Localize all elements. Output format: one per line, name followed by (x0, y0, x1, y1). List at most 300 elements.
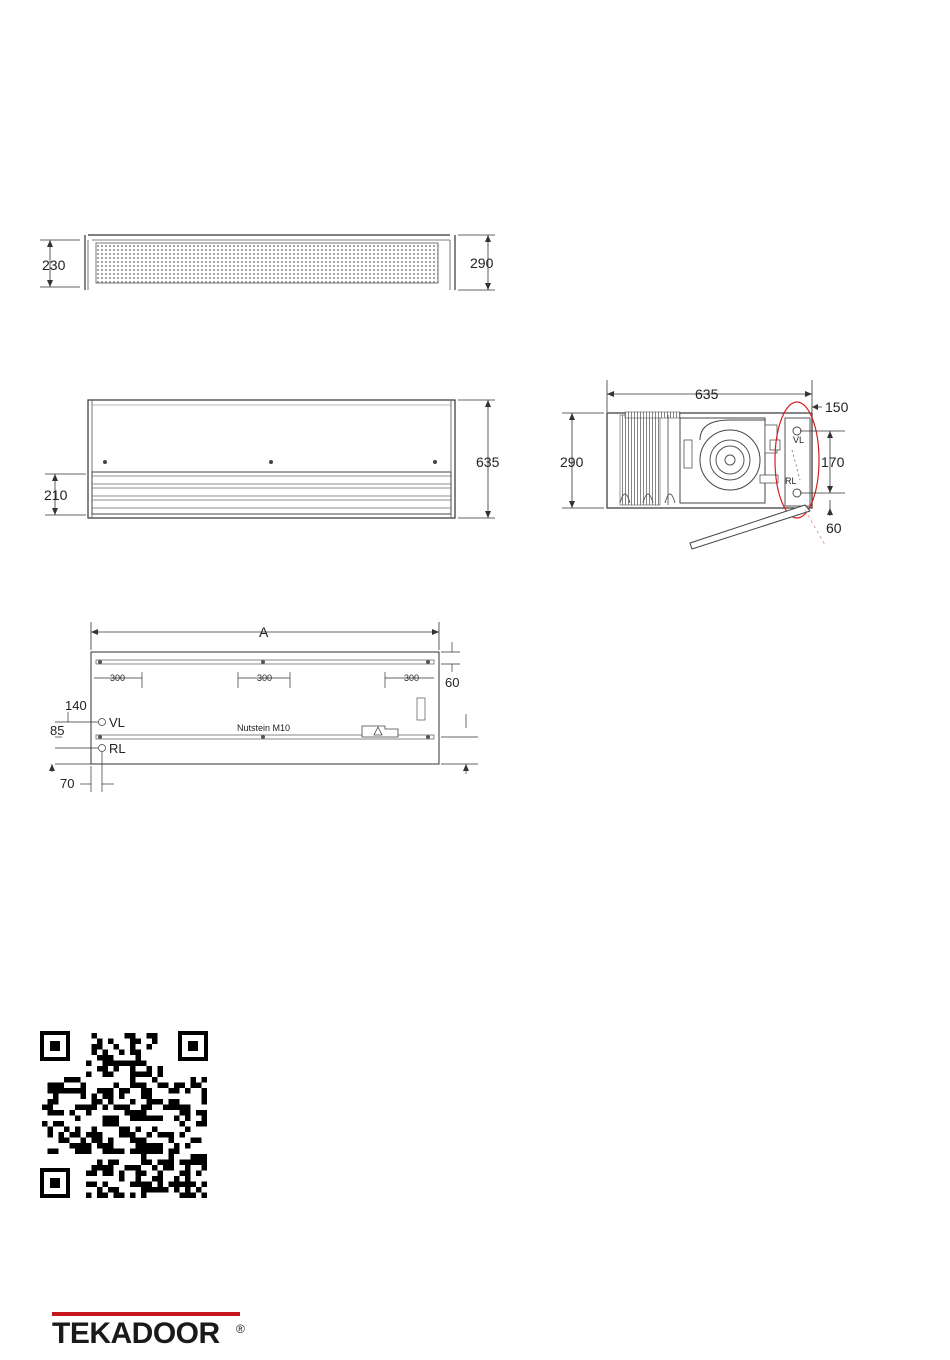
front-louvers (92, 472, 451, 514)
qr-module (97, 1044, 103, 1050)
qr-module (141, 1116, 147, 1122)
qr-module (59, 1138, 65, 1144)
qr-module (202, 1121, 208, 1127)
qr-module (114, 1160, 120, 1166)
qr-module (158, 1171, 164, 1177)
qr-module (125, 1088, 131, 1094)
qr-module (158, 1176, 164, 1182)
qr-module (42, 1121, 48, 1127)
qr-module (48, 1110, 54, 1116)
qr-module (185, 1165, 191, 1171)
qr-module (136, 1138, 142, 1144)
qr-module (136, 1072, 142, 1078)
qr-module (125, 1127, 131, 1133)
qr-module (86, 1061, 92, 1067)
qr-module (169, 1182, 175, 1188)
qr-module (70, 1132, 76, 1138)
qr-module (114, 1121, 120, 1127)
qr-module (48, 1105, 54, 1111)
qr-module (53, 1149, 59, 1155)
qr-module (108, 1143, 114, 1149)
qr-module (97, 1099, 103, 1105)
qr-module (108, 1061, 114, 1067)
qr-module (103, 1193, 109, 1199)
qr-module (202, 1110, 208, 1116)
qr-module (191, 1083, 197, 1089)
qr-module (114, 1044, 120, 1050)
qr-module (86, 1072, 92, 1078)
qr-module (141, 1088, 147, 1094)
qr-module (125, 1110, 131, 1116)
qr-module (136, 1061, 142, 1067)
qr-module (152, 1127, 158, 1133)
qr-module (92, 1127, 98, 1133)
qr-module (158, 1132, 164, 1138)
tekadoor-logo (52, 1312, 252, 1352)
qr-module (92, 1094, 98, 1100)
qr-module (86, 1171, 92, 1177)
qr-module (130, 1072, 136, 1078)
qr-module (174, 1116, 180, 1122)
qr-module (103, 1050, 109, 1056)
qr-module (185, 1176, 191, 1182)
qr-module (103, 1165, 109, 1171)
qr-module (108, 1165, 114, 1171)
qr-module (108, 1187, 114, 1193)
qr-module (185, 1182, 191, 1188)
qr-module (103, 1061, 109, 1067)
qr-module (147, 1160, 153, 1166)
qr-module (81, 1149, 87, 1155)
qr-module (141, 1110, 147, 1116)
qr-module (130, 1193, 136, 1199)
qr-module (92, 1105, 98, 1111)
qr-module (92, 1044, 98, 1050)
qr-module (130, 1132, 136, 1138)
qr-module (158, 1143, 164, 1149)
qr-module (196, 1110, 202, 1116)
qr-module (92, 1099, 98, 1105)
qr-module (125, 1132, 131, 1138)
qr-module (158, 1160, 164, 1166)
qr-module (97, 1055, 103, 1061)
qr-module (141, 1143, 147, 1149)
qr-module (152, 1116, 158, 1122)
qr-module (141, 1187, 147, 1193)
qr-module (152, 1143, 158, 1149)
qr-module (108, 1171, 114, 1177)
qr-module (141, 1193, 147, 1199)
qr-module (136, 1050, 142, 1056)
qr-module (86, 1132, 92, 1138)
qr-module (125, 1033, 131, 1039)
qr-module (202, 1116, 208, 1122)
qr-module (174, 1176, 180, 1182)
mounting-view-label-supply: VL (109, 715, 125, 730)
qr-module (97, 1132, 103, 1138)
qr-module (108, 1138, 114, 1144)
qr-module (86, 1149, 92, 1155)
qr-module (158, 1187, 164, 1193)
qr-module (163, 1160, 169, 1166)
qr-module (97, 1138, 103, 1144)
qr-module (185, 1171, 191, 1177)
qr-module (86, 1143, 92, 1149)
qr-module (81, 1143, 87, 1149)
qr-module (97, 1088, 103, 1094)
qr-module (114, 1193, 120, 1199)
qr-module (81, 1088, 87, 1094)
qr-module (169, 1149, 175, 1155)
heat-exchanger-fins (620, 415, 660, 505)
qr-module (202, 1099, 208, 1105)
side-view-label-supply: VL (793, 435, 805, 445)
qr-module (97, 1165, 103, 1171)
qr-module (180, 1110, 186, 1116)
qr-module (119, 1176, 125, 1182)
mounting-view-dim-spacing-2: 300 (257, 673, 273, 683)
qr-module (75, 1105, 81, 1111)
qr-module (125, 1165, 131, 1171)
qr-module (97, 1039, 103, 1045)
mounting-view-label-return: RL (109, 741, 126, 756)
qr-module (202, 1154, 208, 1160)
mounting-view (49, 622, 478, 792)
qr-module (174, 1099, 180, 1105)
qr-module (141, 1072, 147, 1078)
qr-module (136, 1083, 142, 1089)
qr-module (75, 1149, 81, 1155)
qr-module (185, 1105, 191, 1111)
qr-module (92, 1165, 98, 1171)
qr-module (158, 1066, 164, 1072)
qr-module (59, 1083, 65, 1089)
qr-module (130, 1110, 136, 1116)
top-view-dim-right: 290 (470, 255, 494, 271)
qr-module (147, 1066, 153, 1072)
qr-module (152, 1099, 158, 1105)
qr-module (119, 1061, 125, 1067)
qr-module (119, 1127, 125, 1133)
qr-module (196, 1187, 202, 1193)
qr-module (53, 1099, 59, 1105)
qr-module (163, 1132, 169, 1138)
qr-module (103, 1182, 109, 1188)
qr-module (152, 1033, 158, 1039)
qr-module (130, 1044, 136, 1050)
qr-module (136, 1149, 142, 1155)
qr-module (86, 1193, 92, 1199)
qr-module (114, 1187, 120, 1193)
qr-module (169, 1132, 175, 1138)
qr-module (119, 1105, 125, 1111)
qr-module (169, 1165, 175, 1171)
qr-module (180, 1182, 186, 1188)
qr-module (141, 1138, 147, 1144)
qr-module (136, 1110, 142, 1116)
qr-module (103, 1116, 109, 1122)
qr-module (136, 1176, 142, 1182)
qr-module (158, 1099, 164, 1105)
qr-module (147, 1072, 153, 1078)
qr-module (174, 1149, 180, 1155)
qr-module (59, 1088, 65, 1094)
qr-module (158, 1182, 164, 1188)
qr-module (136, 1165, 142, 1171)
qr-module (48, 1083, 54, 1089)
qr-module (174, 1088, 180, 1094)
qr-module (141, 1083, 147, 1089)
qr-module (103, 1066, 109, 1072)
qr-module (86, 1105, 92, 1111)
qr-module (174, 1105, 180, 1111)
qr-module (147, 1182, 153, 1188)
qr-module (114, 1066, 120, 1072)
qr-module (185, 1193, 191, 1199)
qr-module (81, 1105, 87, 1111)
qr-module (147, 1149, 153, 1155)
qr-module (141, 1061, 147, 1067)
qr-module (108, 1121, 114, 1127)
qr-module (158, 1149, 164, 1155)
qr-module (191, 1154, 197, 1160)
front-view-dim-grille: 210 (44, 487, 68, 503)
qr-module (97, 1160, 103, 1166)
qr-module (147, 1187, 153, 1193)
qr-module (119, 1193, 125, 1199)
qr-module (169, 1105, 175, 1111)
qr-module (158, 1083, 164, 1089)
qr-module (136, 1127, 142, 1133)
qr-module (108, 1088, 114, 1094)
outlet-flap (690, 505, 810, 549)
qr-module (92, 1138, 98, 1144)
qr-module (75, 1127, 81, 1133)
qr-code (40, 1030, 207, 1198)
front-view (45, 400, 495, 518)
qr-module (75, 1143, 81, 1149)
qr-module (103, 1149, 109, 1155)
side-view-dim-bottom: 60 (826, 520, 842, 536)
qr-module (136, 1143, 142, 1149)
logo-text: TEKADOOR (52, 1317, 220, 1350)
qr-module (108, 1094, 114, 1100)
qr-module (180, 1171, 186, 1177)
qr-module (92, 1050, 98, 1056)
qr-module (191, 1182, 197, 1188)
qr-module (174, 1083, 180, 1089)
qr-module (59, 1132, 65, 1138)
qr-module (119, 1050, 125, 1056)
front-view-dim-height: 635 (476, 454, 500, 470)
qr-module (158, 1072, 164, 1078)
qr-module (75, 1088, 81, 1094)
qr-module (53, 1110, 59, 1116)
qr-module (141, 1105, 147, 1111)
qr-module (185, 1088, 191, 1094)
qr-module (202, 1094, 208, 1100)
qr-module (130, 1165, 136, 1171)
mounting-view-dim-top: 60 (445, 675, 460, 690)
qr-module (92, 1171, 98, 1177)
registered-mark: ® (236, 1322, 245, 1336)
qr-module (119, 1094, 125, 1100)
qr-module (147, 1044, 153, 1050)
qr-module (130, 1066, 136, 1072)
qr-module (114, 1061, 120, 1067)
qr-module (174, 1143, 180, 1149)
qr-module (70, 1143, 76, 1149)
qr-module (185, 1160, 191, 1166)
qr-module (81, 1094, 87, 1100)
qr-module (163, 1083, 169, 1089)
qr-module (97, 1187, 103, 1193)
qr-module (130, 1182, 136, 1188)
qr-module (147, 1105, 153, 1111)
qr-module (141, 1171, 147, 1177)
side-view-dim-offset: 150 (825, 399, 849, 415)
qr-module (75, 1116, 81, 1122)
qr-module (92, 1033, 98, 1039)
logo-red-bar (52, 1312, 240, 1316)
qr-module (185, 1127, 191, 1133)
qr-module (59, 1121, 65, 1127)
qr-module (108, 1072, 114, 1078)
qr-module (185, 1110, 191, 1116)
qr-module (130, 1083, 136, 1089)
qr-module (59, 1110, 65, 1116)
side-view (562, 380, 845, 549)
qr-module (42, 1105, 48, 1111)
qr-module (75, 1077, 81, 1083)
qr-module (70, 1110, 76, 1116)
qr-module (70, 1088, 76, 1094)
mounting-view-dim-length: A (259, 624, 269, 640)
qr-module (53, 1094, 59, 1100)
qr-module (180, 1193, 186, 1199)
qr-module (136, 1182, 142, 1188)
qr-module (169, 1099, 175, 1105)
qr-module (147, 1088, 153, 1094)
side-view-label-return: RL (785, 476, 797, 486)
qr-module (147, 1033, 153, 1039)
qr-module (103, 1105, 109, 1111)
qr-module (53, 1088, 59, 1094)
qr-module (180, 1083, 186, 1089)
mounting-view-dim-spacing-3: 300 (404, 673, 420, 683)
qr-module (48, 1132, 54, 1138)
side-view-dim-height: 290 (560, 454, 584, 470)
qr-module (53, 1121, 59, 1127)
qr-module (196, 1083, 202, 1089)
top-view (40, 235, 495, 290)
qr-module (119, 1132, 125, 1138)
qr-module (130, 1077, 136, 1083)
qr-module (141, 1160, 147, 1166)
qr-module (169, 1088, 175, 1094)
mounting-view-dim-140: 140 (65, 698, 87, 713)
qr-module (191, 1193, 197, 1199)
qr-module (147, 1094, 153, 1100)
qr-module (191, 1160, 197, 1166)
qr-module (163, 1105, 169, 1111)
qr-module (174, 1187, 180, 1193)
qr-module (119, 1088, 125, 1094)
qr-module (141, 1182, 147, 1188)
qr-module (191, 1077, 197, 1083)
qr-module (81, 1138, 87, 1144)
side-view-dim-width: 635 (695, 386, 719, 402)
qr-module (103, 1143, 109, 1149)
qr-module (97, 1066, 103, 1072)
qr-module (169, 1138, 175, 1144)
qr-module (64, 1077, 70, 1083)
qr-module (136, 1171, 142, 1177)
qr-module (103, 1094, 109, 1100)
qr-module (103, 1072, 109, 1078)
qr-module (152, 1165, 158, 1171)
qr-module (141, 1149, 147, 1155)
mounting-view-nut-label: Nutstein M10 (237, 723, 291, 733)
qr-module (125, 1105, 131, 1111)
qr-module (202, 1165, 208, 1171)
qr-module (130, 1050, 136, 1056)
mounting-view-dim-70: 70 (60, 776, 75, 791)
qr-module (64, 1088, 70, 1094)
qr-module (125, 1061, 131, 1067)
qr-module (119, 1149, 125, 1155)
mounting-view-dim-85: 85 (50, 723, 65, 738)
qr-module (152, 1149, 158, 1155)
qr-module (191, 1138, 197, 1144)
mounting-view-dim-spacing-1: 300 (110, 673, 126, 683)
qr-module (185, 1143, 191, 1149)
qr-module (169, 1160, 175, 1166)
qr-module (196, 1160, 202, 1166)
qr-module (152, 1077, 158, 1083)
qr-module (136, 1055, 142, 1061)
qr-module (136, 1116, 142, 1122)
qr-module (103, 1171, 109, 1177)
qr-module (152, 1187, 158, 1193)
qr-module (180, 1132, 186, 1138)
qr-module (114, 1083, 120, 1089)
qr-module (114, 1116, 120, 1122)
qr-module (147, 1143, 153, 1149)
qr-module (180, 1121, 186, 1127)
qr-module (86, 1182, 92, 1188)
qr-module (202, 1182, 208, 1188)
qr-module (108, 1149, 114, 1155)
qr-module (196, 1121, 202, 1127)
qr-module (174, 1182, 180, 1188)
qr-module (202, 1088, 208, 1094)
qr-module (152, 1176, 158, 1182)
qr-module (130, 1116, 136, 1122)
qr-module (108, 1099, 114, 1105)
qr-module (119, 1171, 125, 1177)
qr-module (114, 1149, 120, 1155)
qr-module (180, 1105, 186, 1111)
qr-module (108, 1116, 114, 1122)
qr-module (152, 1039, 158, 1045)
qr-module (81, 1083, 87, 1089)
qr-module (158, 1116, 164, 1122)
qr-module (108, 1160, 114, 1166)
qr-module (130, 1149, 136, 1155)
qr-module (185, 1116, 191, 1122)
qr-module (141, 1094, 147, 1100)
